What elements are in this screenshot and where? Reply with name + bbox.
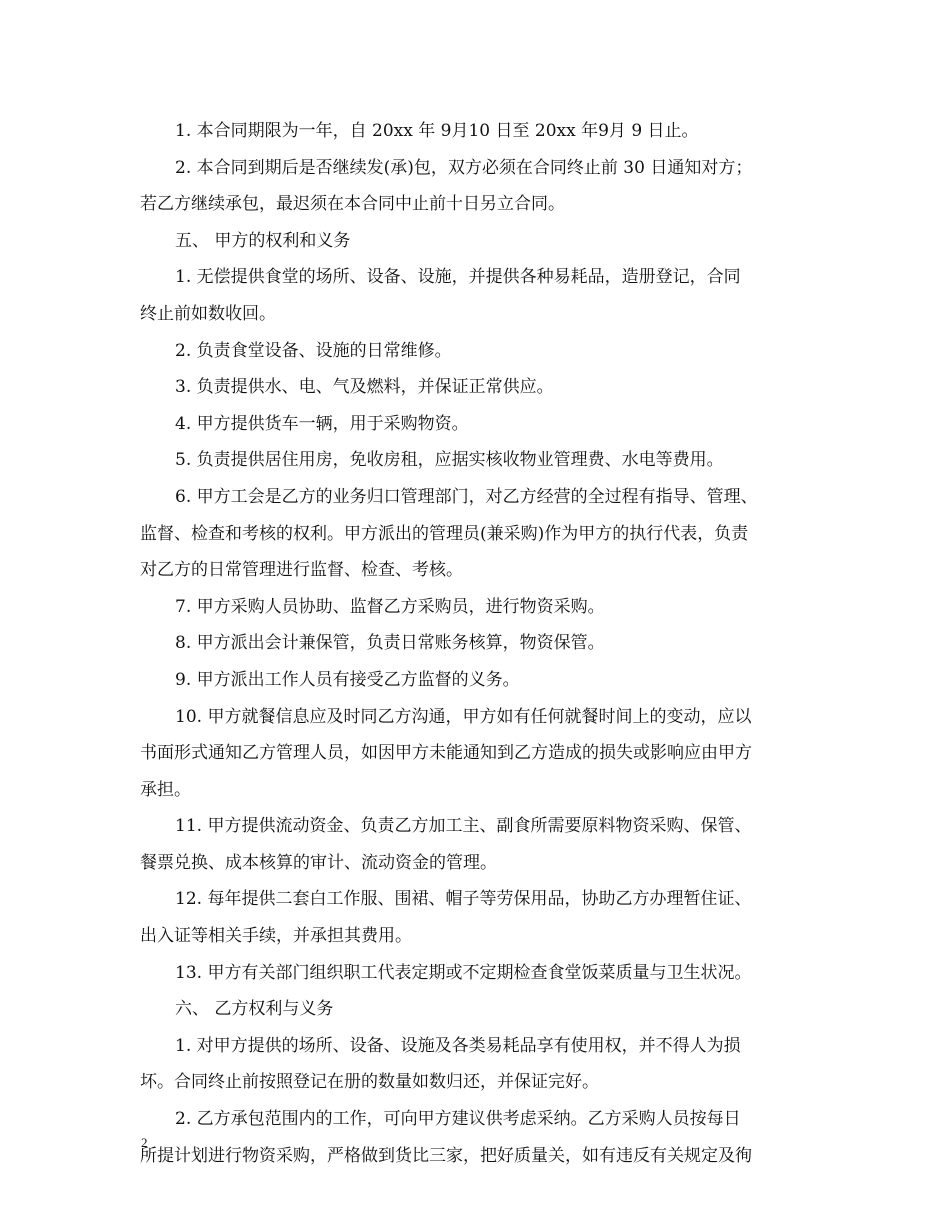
page-number: 2 [141, 1135, 148, 1150]
paragraph [140, 808, 818, 881]
text-line: 1. 无偿提供食堂的场所、设备、设施，并提供各种易耗品，造册登记，合同 [175, 267, 741, 288]
text-line: 10. 甲方就餐信息应及时同乙方沟通，甲方如有任何就餐时间上的变动，应以 [175, 706, 752, 727]
text-line: 承担。 [140, 779, 191, 800]
text-line: 12. 每年提供二套白工作服、围裙、帽子等劳保用品，协助乙方办理暂住证、 [175, 889, 752, 910]
paragraph [140, 150, 818, 223]
text-line: 六、 乙方权利与义务 [175, 999, 334, 1020]
paragraph [140, 589, 818, 626]
text-line: 4. 甲方提供货车一辆，用于采购物资。 [175, 413, 469, 434]
text-line: 书面形式通知乙方管理人员，如因甲方未能通知到乙方造成的损失或影响应由甲方 [140, 743, 752, 764]
text-line: 坏。合同终止前按照登记在册的数量如数归还，并保证完好。 [140, 1072, 599, 1093]
paragraph [140, 333, 818, 370]
paragraph [140, 406, 818, 443]
text-line: 13. 甲方有关部门组织职工代表定期或不定期检查食堂饭菜质量与卫生状况。 [175, 962, 752, 983]
text-line: 1. 本合同期限为一年，自 20xx 年 9月10 日至 20xx 年9月 9 日止。 [175, 121, 699, 141]
text-line: 对乙方的日常管理进行监督、检查、考核。 [140, 560, 463, 581]
document-body [140, 113, 818, 1174]
text-line: 餐票兑换、成本核算的审计、流动资金的管理。 [140, 852, 497, 873]
text-line: 3. 负责提供水、电、气及燃料，并保证正常供应。 [175, 377, 554, 398]
paragraph [140, 699, 818, 809]
text-line: 6. 甲方工会是乙方的业务归口管理部门，对乙方经营的全过程有指导、管理、 [175, 486, 758, 507]
paragraph [140, 369, 818, 406]
text-line: 8. 甲方派出会计兼保管，负责日常账务核算，物资保管。 [175, 633, 605, 654]
text-line: 终止前如数收回。 [140, 303, 276, 324]
paragraph [140, 625, 818, 662]
paragraph [140, 1101, 818, 1174]
text-line: 五、 甲方的权利和义务 [175, 230, 351, 251]
paragraph [140, 955, 818, 992]
text-line: 2. 乙方承包范围内的工作，可向甲方建议供考虑采纳。乙方采购人员按每日 [175, 1109, 741, 1130]
text-line: 7. 甲方采购人员协助、监督乙方采购员，进行物资采购。 [175, 596, 605, 617]
text-line: 出入证等相关手续，并承担其费用。 [140, 926, 412, 947]
text-line: 5. 负责提供居住用房，免收房租，应据实核收物业管理费、水电等费用。 [175, 450, 724, 471]
paragraph [140, 479, 818, 589]
text-line: 1. 对甲方提供的场所、设备、设施及各类易耗品享有使用权，并不得人为损 [175, 1035, 741, 1056]
paragraph [140, 881, 818, 954]
paragraph [140, 259, 818, 332]
section-heading [140, 991, 818, 1028]
text-line: 若乙方继续承包，最迟须在本合同中止前十日另立合同。 [140, 194, 565, 215]
text-line: 2. 负责食堂设备、设施的日常维修。 [175, 340, 452, 361]
text-line: 9. 甲方派出工作人员有接受乙方监督的义务。 [175, 669, 520, 690]
text-line: 2. 本合同到期后是否继续发(承)包，双方必须在合同终止前 30 日通知对方； [175, 157, 753, 178]
text-line: 11. 甲方提供流动资金、负责乙方加工主、副食所需要原料物资采购、保管、 [175, 816, 752, 837]
paragraph [140, 1028, 818, 1101]
paragraph [140, 113, 818, 150]
section-heading [140, 223, 818, 260]
text-line: 所提计划进行物资采购，严格做到货比三家，把好质量关，如有违反有关规定及徇 [140, 1145, 752, 1166]
text-line: 监督、检查和考核的权利。甲方派出的管理员(兼采购)作为甲方的执行代表，负责 [140, 523, 749, 544]
paragraph [140, 442, 818, 479]
paragraph [140, 662, 818, 699]
